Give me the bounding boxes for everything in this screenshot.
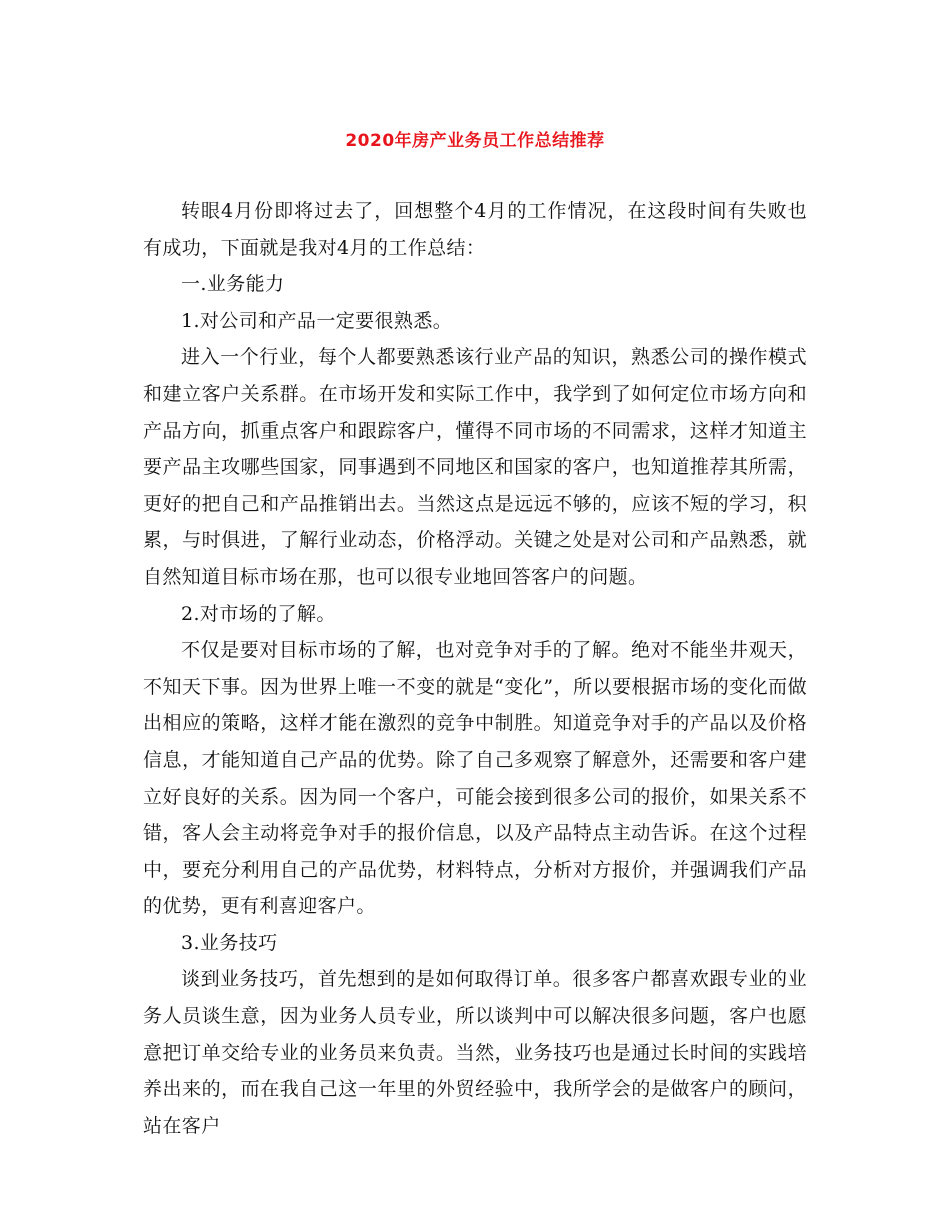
document-title: 2020年房产业务员工作总结推荐 — [345, 131, 605, 151]
subheading-business-skills: 3.业务技巧 — [181, 931, 278, 954]
paragraph-company-product: 进入一个行业，每个人都要熟悉该行业产品的知识，熟悉公司的操作模式和建立客户关系群。在市场开发和实际工作中，我学到了如何定位市场方向和产品方向，抓重点客户和跟踪客户，懂得不同市场的不同需求，这样才知道主要产品主攻哪些国家，同事遇到不同地区和国家的客户，也知道推荐其所需，更好的把自己和产品推销出去。当然这点是远远不够的，应该不短的学习，积累，与时俱进，了解行业动态，价格浮动。关键之处是对公司和产品熟悉，就自然知道目标市场在那，也可以很专业地回答客户的问题。 — [143, 346, 807, 588]
paragraph-intro: 转眼4月份即将过去了，回想整个4月的工作情况，在这段时间有失败也有成功，下面就是我对4月的工作总结： — [143, 200, 807, 259]
document-body — [143, 193, 807, 1144]
subheading-market: 2.对市场的了解。 — [181, 602, 336, 625]
subheading-company-product: 1.对公司和产品一定要很熟悉。 — [181, 309, 453, 332]
paragraph-market: 不仅是要对目标市场的了解，也对竞争对手的了解。绝对不能坐井观天，不知天下事。因为世界上唯一不变的就是“变化”，所以要根据市场的变化而做出相应的策略，这样才能在激烈的竞争中制胜。知道竞争对手的产品以及价格信息，才能知道自己产品的优势。除了自己多观察了解意外，还需要和客户建立好良好的关系。因为同一个客户，可能会接到很多公司的报价，如果关系不错，客人会主动将竞争对手的报价信息，以及产品特点主动告诉。在这个过程中，要充分利用自己的产品优势，材料特点，分析对方报价，并强调我们产品的优势，更有利喜迎客户。 — [143, 639, 807, 918]
section-heading-business-ability: 一.业务能力 — [181, 273, 285, 296]
paragraph-business-skills: 谈到业务技巧，首先想到的是如何取得订单。很多客户都喜欢跟专业的业务人员谈生意，因为业务人员专业，所以谈判中可以解决很多问题，客户也愿意把订单交给专业的业务员来负责。当然，业务技巧也是通过长时间的实践培养出来的，而在我自己这一年里的外贸经验中，我所学会的是做客户的顾问，站在客户 — [143, 968, 807, 1137]
